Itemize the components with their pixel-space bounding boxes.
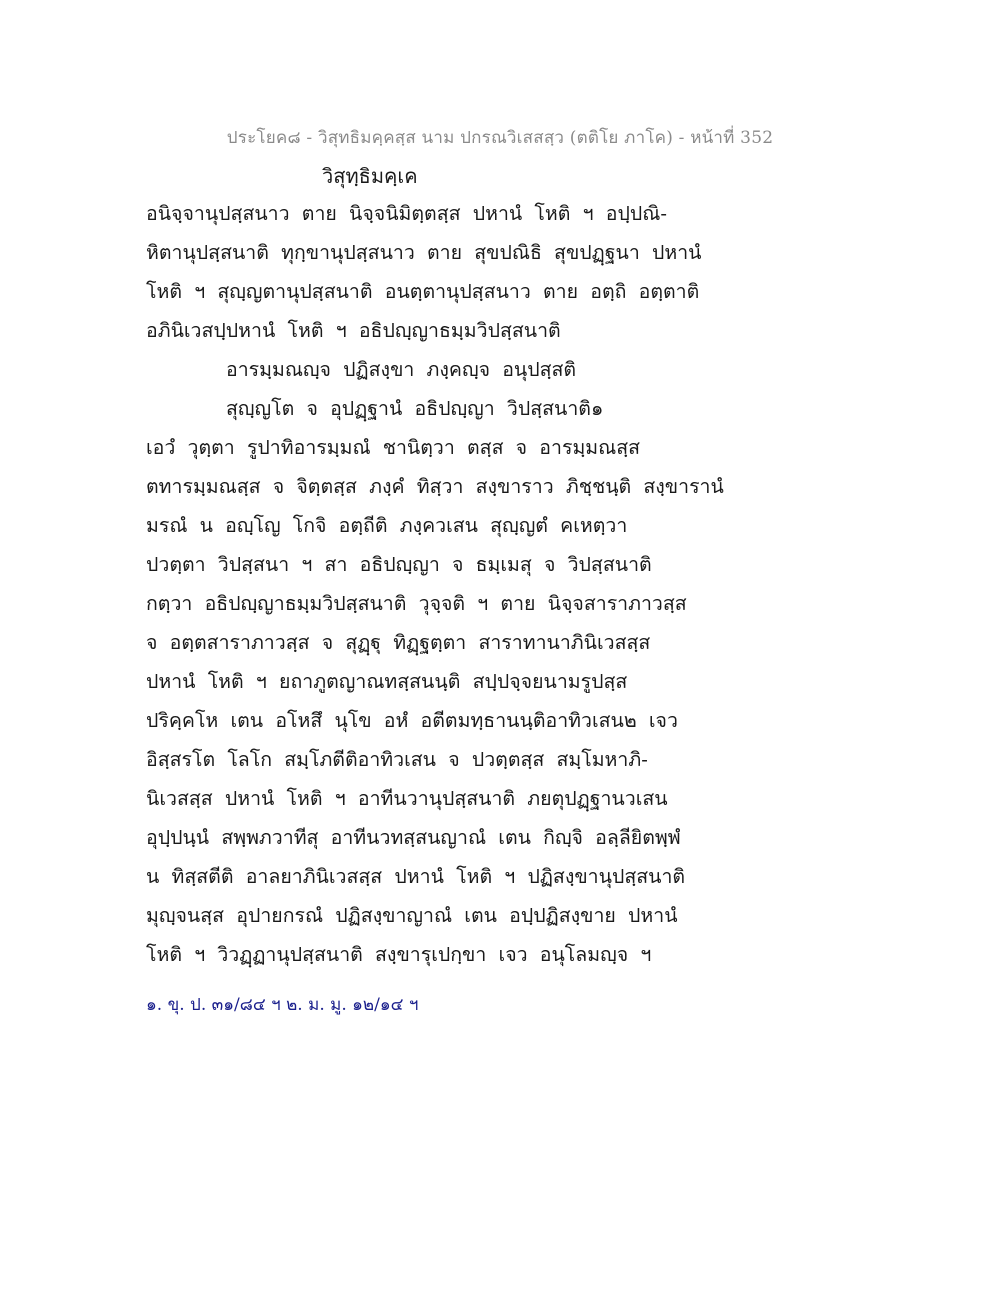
text-line: หิตานุปสฺสนาติ ทุกฺขานุปสฺสนาว ตาย สุขปณิธิ สุขปฏฺฐนา ปหานํ <box>146 241 702 264</box>
body-text <box>146 200 866 980</box>
text-line: โหติ ฯ สุญฺญตานุปสฺสนาติ อนตฺตานุปสฺสนาว ตาย อตฺถิ อตฺตาติ <box>146 280 700 303</box>
text-line: ปริคฺคโห เตน อโหสึ นุโข อหํ อตีตมทฺธานนฺติอาทิวเสน๒ เจว <box>146 709 678 732</box>
verse-line: อารมฺมณญฺจ ปฏิสงฺขา ภงฺคญฺจ อนุปสฺสติ <box>226 358 577 381</box>
text-line: นิเวสสฺส ปหานํ โหติ ฯ อาทีนวานุปสฺสนาติ ภยตุปฏฺฐานวเสน <box>146 787 668 810</box>
text-line: ตทารมฺมณสฺส จ จิตฺตสฺส ภงฺคํ ทิสฺวา สงฺขาราว ภิชฺชนฺติ สงฺขารานํ <box>146 475 724 498</box>
text-line: มุญฺจนสฺส อุปายกรณํ ปฏิสงฺขาญาณํ เตน อปฺปฏิสงฺขาย ปหานํ <box>146 904 678 927</box>
text-line: อนิจฺจานุปสฺสนาว ตาย นิจฺจนิมิตฺตสฺส ปหานํ โหติ ฯ อปฺปณิ- <box>146 202 667 225</box>
page-header: ประโยค๘ - วิสุทธิมคฺคสฺส นาม ปกรณวิเสสสฺว (ตติโย ภาโค) - หน้าที่ 352 <box>226 128 774 148</box>
text-line: ปหานํ โหติ ฯ ยถาภูตญาณทสฺสนนฺติ สปฺปจฺจยนามรูปสฺส <box>146 670 628 693</box>
text-line: มรณํ น อญฺโญ โกจิ อตฺถีติ ภงฺควเสน สุญฺญตํ คเหตฺวา <box>146 514 628 537</box>
text-line: อุปฺปนฺนํ สพฺพภวาทีสุ อาทีนวทสฺสนญาณํ เตน กิญฺจิ อลฺลียิตพฺพํ <box>146 826 681 849</box>
section-title: วิสุทฺธิมคฺเค <box>322 164 418 188</box>
text-line: น ทิสฺสตีติ อาลยาภินิเวสสฺส ปหานํ โหติ ฯ ปฏิสงฺขานุปสฺสนาติ <box>146 865 686 888</box>
verse-line: สุญฺญโต จ อุปฏฺฐานํ อธิปญฺญา วิปสฺสนาติ๑ <box>226 397 604 420</box>
text-line: อภินิเวสปฺปหานํ โหติ ฯ อธิปญฺญาธมฺมวิปสฺสนาติ <box>146 319 561 342</box>
footnote: ๑. ขุ. ป. ๓๑/๘๔ ฯ ๒. ม. มู. ๑๒/๑๔ ฯ <box>146 995 419 1015</box>
text-line: จ อตฺตสาราภาวสฺส จ สุฏฺฐุ ทิฏฺฐตฺตา สาราทานาภินิเวสสฺส <box>146 631 651 654</box>
text-line: โหติ ฯ วิวฏฺฏานุปสฺสนาติ สงฺขารุเปกฺขา เจว อนุโลมญฺจ ฯ <box>146 943 652 966</box>
text-line: กตฺวา อธิปญฺญาธมฺมวิปสฺสนาติ วุจฺจติ ฯ ตาย นิจฺจสาราภาวสฺส <box>146 592 687 615</box>
text-line: อิสฺสรโต โลโก สมฺโภตีติอาทิวเสน จ ปวตฺตสฺส สมฺโมหาภิ- <box>146 748 648 771</box>
text-line: เอวํ วุตฺตา รูปาทิอารมฺมณํ ชานิตฺวา ตสฺส จ อารมฺมณสฺส <box>146 436 641 459</box>
text-line: ปวตฺตา วิปสฺสนา ฯ สา อธิปญฺญา จ ธมฺเมสุ จ วิปสฺสนาติ <box>146 553 652 576</box>
